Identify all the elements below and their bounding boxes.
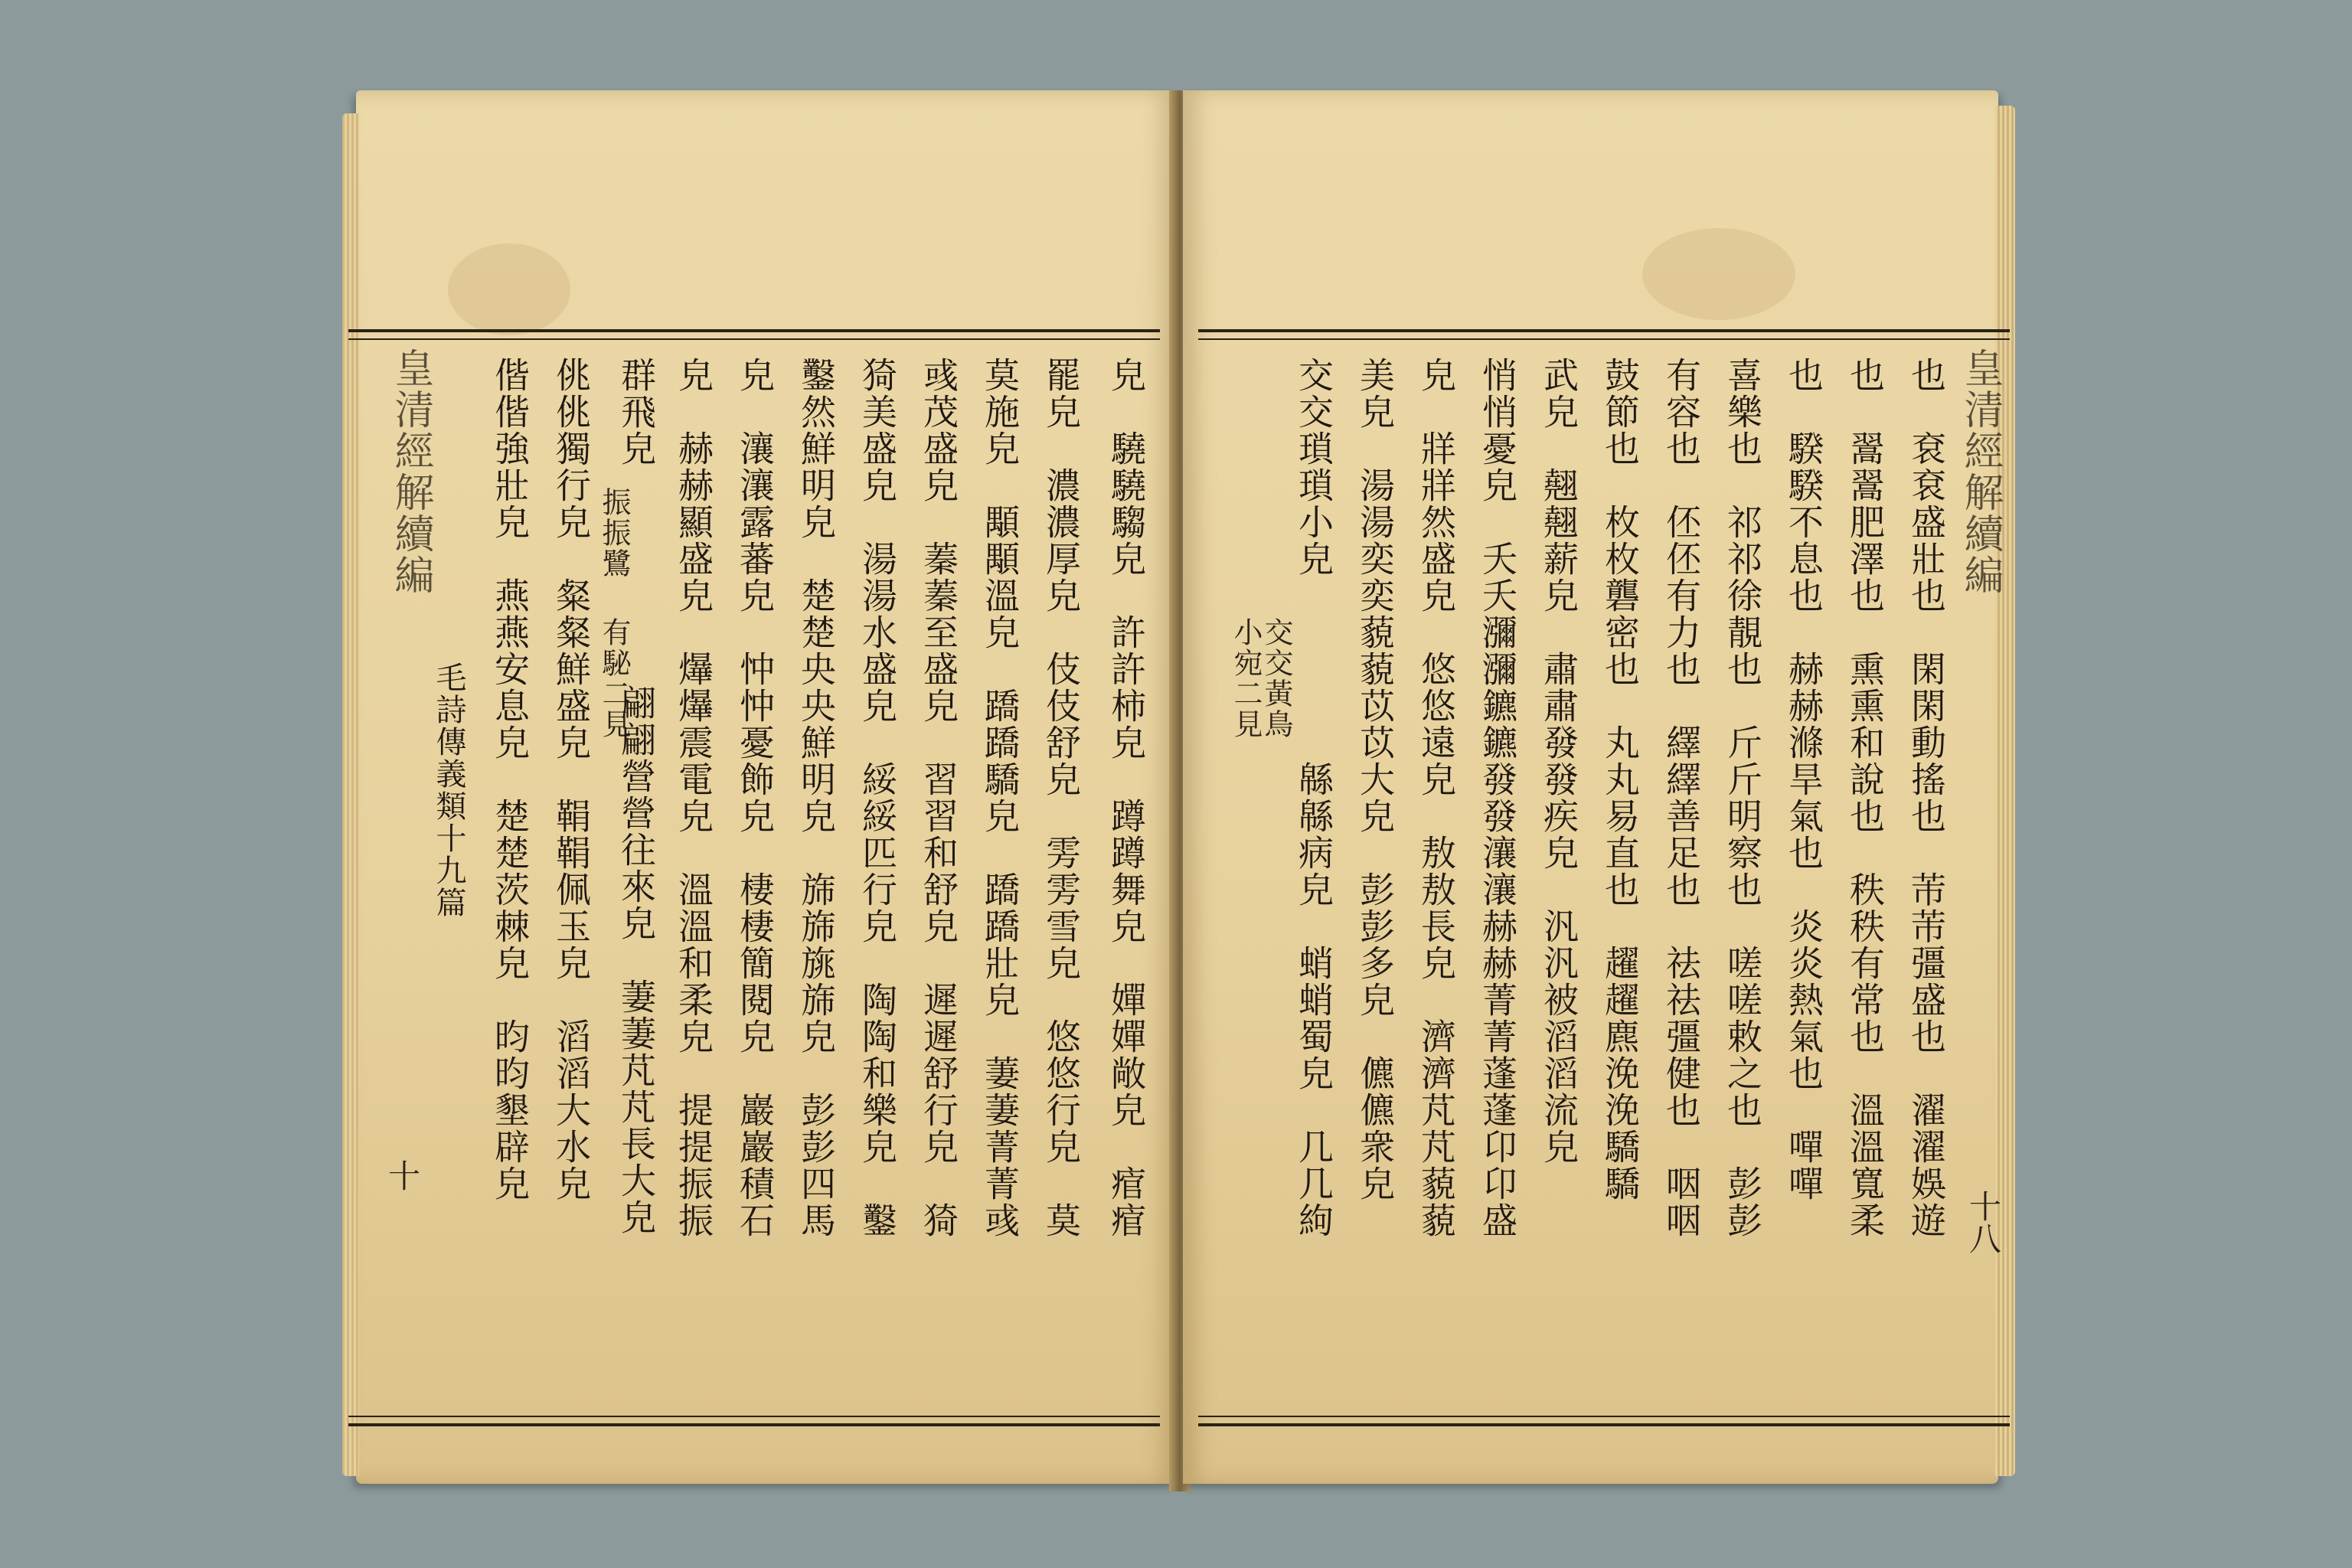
right-column-9: 皃 牂牂然盛皃 悠悠遠皃 敖敖長皃 濟濟芃芃藐藐 [1416, 357, 1457, 1239]
left-column-6: 鑿然鮮明皃 楚楚央央鮮明皃 旆旆旐旆皃 彭彭四馬 [795, 357, 837, 1239]
left-column-8: 皃 赫赫顯盛皃 爗爗震電皃 溫溫和柔皃 提提振振 [673, 357, 714, 1239]
right-column-4: 喜樂也 祁祁徐靚也 斤斤明察也 嗟嗟敕之也 彭彭 [1722, 357, 1763, 1239]
right-column-2: 也 翯翯肥澤也 熏熏和說也 秩秩有常也 溫溫寬柔 [1844, 357, 1886, 1239]
left-column-10: 翩翩營營往來皃 萋萋芃芃長大皃 [616, 684, 657, 1236]
right-text-block [1198, 329, 2010, 1426]
left-folio: 十 [384, 1159, 421, 1191]
left-text-block [348, 329, 1160, 1426]
right-column-1: 也 袞袞盛壯也 閑閑動搖也 芾芾彊盛也 濯濯娛遊 [1906, 357, 1947, 1239]
right-column-3: 也 騤騤不息也 赫赫滌旱氣也 炎炎熱氣也 嘽嘽 [1783, 357, 1824, 1202]
right-column-7: 武皃 翹翹薪皃 肅肅發發疾皃 汎汎被滔滔流皃 [1538, 357, 1579, 1165]
open-book [356, 90, 2003, 1511]
left-column-7: 皃 瀼瀼露蕃皃 忡忡憂飾皃 棲棲簡閱皃 巖巖積石 [734, 357, 776, 1239]
right-column-5: 有容也 伾伾有力也 繹繹善足也 祛祛彊健也 咽咽 [1661, 357, 1702, 1239]
left-column-3: 莫施皃 顒顒溫皃 蹻蹻驕皃 蹻蹻壯皃 萋萋菁菁彧 [979, 357, 1021, 1239]
right-column-6: 鼓節也 枚枚礱密也 丸丸易直也 趯趯麃浼浼驕驕 [1599, 357, 1641, 1202]
left-margin-subtitle: 毛詩傳義類十九篇 [431, 662, 466, 919]
right-column-12: 緜緜病皃 蛸蛸蜀皃 几几絇 [1293, 761, 1334, 1239]
left-column-5: 猗美盛皃 湯湯水盛皃 綏綏匹行皃 陶陶和樂皃 鑿 [857, 357, 898, 1239]
left-column-1: 皃 驍驍騶皃 許許柿皃 蹲蹲舞皃 嬋嬋敞皃 痯痯 [1106, 357, 1147, 1239]
right-column-11: 交交瑣瑣小皃 [1293, 357, 1334, 577]
right-note-2: 小宛二見 [1229, 617, 1263, 740]
left-page [356, 90, 1175, 1484]
left-column-12: 偕偕強壯皃 燕燕安息皃 楚楚茨棘皃 昀昀墾辟皃 [489, 357, 531, 1202]
right-column-10: 美皃 湯湯奕奕藐藐苡苡大皃 彭彭多皃 儦儦衆皃 [1354, 357, 1396, 1202]
right-margin-title: 皇清經解續編 [1957, 348, 2003, 596]
right-column-8: 悄悄憂皃 夭夭瀰瀰鑣鑣發發瀼瀼赫赫菁菁蓬蓬卬卬盛 [1477, 357, 1518, 1239]
left-note-1: 振振鷺 [597, 487, 631, 579]
left-column-2: 罷皃 濃濃厚皃 伎伎舒皃 雱雱雪皃 悠悠行皃 莫 [1040, 357, 1082, 1239]
right-note-1: 交交黃鳥 [1259, 617, 1293, 740]
left-note-2: 有駜二見 [597, 617, 631, 740]
left-column-4: 彧茂盛皃 蓁蓁至盛皃 習習和舒皃 遲遲舒行皃 猗 [918, 357, 959, 1239]
right-folio: 十八 [1965, 1190, 2002, 1254]
left-column-9: 群飛皃 [616, 357, 657, 467]
left-margin-title: 皇清經解續編 [387, 348, 433, 596]
left-column-11: 佻佻獨行皃 粲粲鮮盛皃 鞙鞙佩玉皃 滔滔大水皃 [550, 357, 592, 1202]
right-page [1183, 90, 2003, 1484]
